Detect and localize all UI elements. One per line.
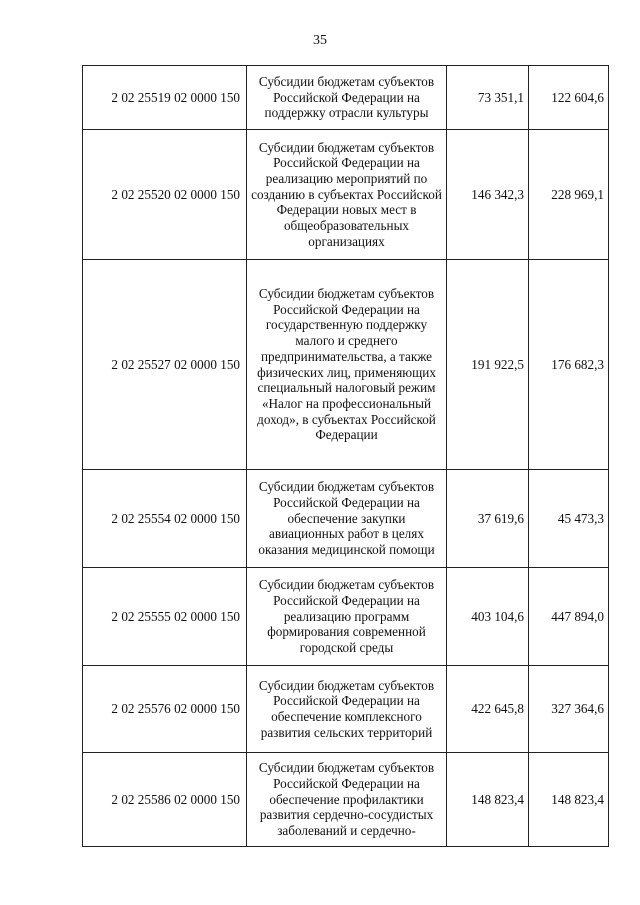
subsidy-description-text: Субсидии бюджетам субъектов Российской Федерации на реализацию программ формирования современной городской среды bbox=[258, 577, 435, 656]
amount-column-1: 191 922,5 bbox=[447, 260, 529, 470]
budget-code: 2 02 25519 02 0000 150 bbox=[83, 66, 247, 130]
subsidy-description bbox=[247, 568, 447, 666]
budget-code: 2 02 25527 02 0000 150 bbox=[83, 260, 247, 470]
subsidy-description bbox=[247, 130, 447, 260]
amount-column-1: 73 351,1 bbox=[447, 66, 529, 130]
amount-column-2: 327 364,6 bbox=[529, 666, 609, 753]
subsidy-description bbox=[247, 260, 447, 470]
budget-code: 2 02 25520 02 0000 150 bbox=[83, 130, 247, 260]
table-row bbox=[83, 260, 609, 470]
amount-column-1: 37 619,6 bbox=[447, 470, 529, 568]
amount-column-1: 403 104,6 bbox=[447, 568, 529, 666]
budget-code: 2 02 25555 02 0000 150 bbox=[83, 568, 247, 666]
amount-column-2: 447 894,0 bbox=[529, 568, 609, 666]
amount-column-2: 176 682,3 bbox=[529, 260, 609, 470]
table-row bbox=[83, 470, 609, 568]
budget-code: 2 02 25586 02 0000 150 bbox=[83, 753, 247, 847]
amount-column-2: 122 604,6 bbox=[529, 66, 609, 130]
subsidy-description bbox=[247, 666, 447, 753]
subsidy-description bbox=[247, 753, 447, 847]
amount-column-1: 146 342,3 bbox=[447, 130, 529, 260]
amount-column-2: 148 823,4 bbox=[529, 753, 609, 847]
subsidy-description-text: Субсидии бюджетам субъектов Российской Федерации на обеспечение закупки авиационных работ в целях оказания медицинской помощи bbox=[258, 479, 435, 558]
amount-column-1: 422 645,8 bbox=[447, 666, 529, 753]
amount-column-1: 148 823,4 bbox=[447, 753, 529, 847]
budget-table bbox=[82, 65, 609, 847]
table-row bbox=[83, 130, 609, 260]
subsidy-description-text: Субсидии бюджетам субъектов Российской Федерации на реализацию мероприятий по созданию в субъектах Российской Федерации новых мест в общеобразовательных организациях bbox=[251, 139, 442, 249]
table-row bbox=[83, 666, 609, 753]
table-row bbox=[83, 568, 609, 666]
subsidy-description-text: Субсидии бюджетам субъектов Российской Федерации на поддержку отрасли культуры bbox=[258, 73, 435, 121]
subsidy-description-text: Субсидии бюджетам субъектов Российской Федерации на государственную поддержку малого и среднего предпринимательства, а также физических лиц, применяющих специальный налоговый режим «Налог на профессиональный доход», в субъектах Российской Федерации bbox=[257, 285, 436, 443]
subsidy-description bbox=[247, 470, 447, 568]
subsidy-description-text: Субсидии бюджетам субъектов Российской Федерации на обеспечение профилактики развития сердечно-сосудистых заболеваний и сердечно- bbox=[258, 760, 435, 839]
table-row bbox=[83, 66, 609, 130]
page-number: 35 bbox=[313, 33, 327, 48]
subsidy-description-text: Субсидии бюджетам субъектов Российской Федерации на обеспечение комплексного развития сельских территорий bbox=[258, 677, 435, 740]
budget-code: 2 02 25554 02 0000 150 bbox=[83, 470, 247, 568]
subsidy-description bbox=[247, 66, 447, 130]
amount-column-2: 228 969,1 bbox=[529, 130, 609, 260]
amount-column-2: 45 473,3 bbox=[529, 470, 609, 568]
table-row bbox=[83, 753, 609, 847]
budget-code: 2 02 25576 02 0000 150 bbox=[83, 666, 247, 753]
